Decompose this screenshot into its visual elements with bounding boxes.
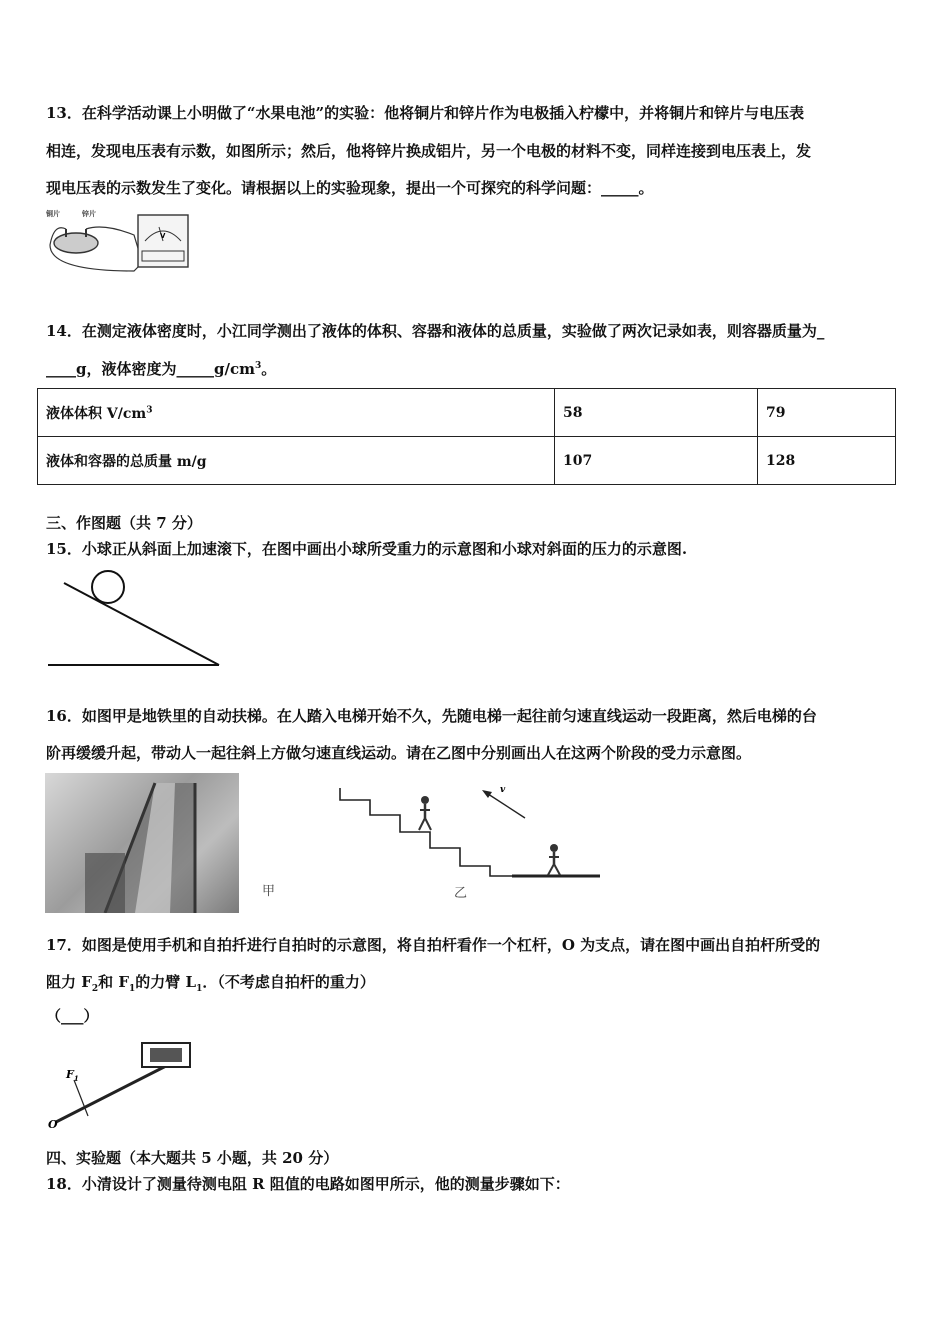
caption-yi: 乙: [454, 886, 468, 901]
person-upper-icon: [419, 796, 431, 830]
q13-text-line-1: 13．在科学活动课上小明做了“水果电池”的实验：他将铜片和锌片作为电极插入柠檬中，并将铜片和锌片与电压表: [46, 104, 805, 122]
table-cell: 58: [555, 389, 758, 437]
table-cell: 液体和容器的总质量 m/g: [38, 437, 555, 485]
velocity-label: v: [500, 785, 506, 795]
svg-text:V: V: [160, 232, 166, 240]
q15-text: 15．小球正从斜面上加速滚下，在图中画出小球所受重力的示意图和小球对斜面的压力的示意图.: [46, 540, 688, 558]
q17-answer-blank: （___）: [46, 1007, 99, 1025]
q13-text-line-2: 相连，发现电压表有示数，如图所示；然后，他将锌片换成铝片，另一个电极的材料不变，同样连接到电压表上，发: [46, 142, 812, 160]
table-cell: 128: [758, 437, 896, 485]
q16-text-line-1: 16．如图甲是地铁里的自动扶梯。在人踏入电梯开始不久，先随电梯一起往前匀速直线运动一段距离，然后电梯的台: [46, 707, 817, 725]
q17-text-line-2: 阻力 $F_2$和 $F_1$的力臂 $L_1$．（不考虑自拍杆的重力）: [46, 973, 375, 994]
selfie-stick-figure: [44, 1040, 204, 1130]
velocity-arrow-icon: [485, 792, 525, 818]
density-data-table: [37, 388, 896, 485]
lemon-icon: [54, 233, 98, 253]
escalator-stairs-figure: [330, 780, 605, 885]
escalator-photo: [45, 773, 239, 913]
fulcrum-label: O: [48, 1118, 58, 1130]
caption-jia: 甲: [262, 884, 276, 899]
person-lower-icon: [548, 844, 560, 875]
inclined-plane-figure: [44, 565, 224, 670]
zinc-label: 锌片: [82, 210, 96, 218]
table-cell: 液体体积 $V/cm^3$: [38, 389, 555, 437]
table-cell: 79: [758, 389, 896, 437]
q14-text-line-2: ____g，液体密度为$\_\_\_\_\_g/cm^3$。: [46, 360, 277, 378]
q14-text-line-1: 14．在测定液体密度时，小江同学测出了液体的体积、容器和液体的总质量，实验做了两次记录如表，则容器质量为_: [46, 322, 825, 340]
table-row: [38, 389, 896, 437]
ball-icon: [92, 571, 124, 603]
q17-text-line-1: 17．如图是使用手机和自拍扦进行自拍时的示意图，将自拍杆看作一个杠杆，O 为支点，请在图中画出自拍杆所受的: [46, 936, 821, 954]
q13-text-line-3: 现电压表的示数发生了变化。请根据以上的实验现象，提出一个可探究的科学问题：_____。: [46, 179, 654, 197]
q18-text: 18．小清设计了测量待测电阻 R 阻值的电路如图甲所示，他的测量步骤如下：: [46, 1175, 570, 1193]
fruit-battery-figure: [44, 205, 194, 280]
section-4-heading: 四、实验题（本大题共 5 小题，共 20 分）: [46, 1149, 339, 1167]
section-3-heading: 三、作图题（共 7 分）: [46, 514, 202, 532]
svg-text:F1: $F_1$: [66, 1068, 79, 1083]
copper-label: 铜片: [46, 210, 60, 218]
table-cell: 107: [555, 437, 758, 485]
q16-text-line-2: 阶再缓缓升起，带动人一起往斜上方做匀速直线运动。请在乙图中分别画出人在这两个阶段的受力示意图。: [46, 744, 752, 762]
table-row: [38, 437, 896, 485]
